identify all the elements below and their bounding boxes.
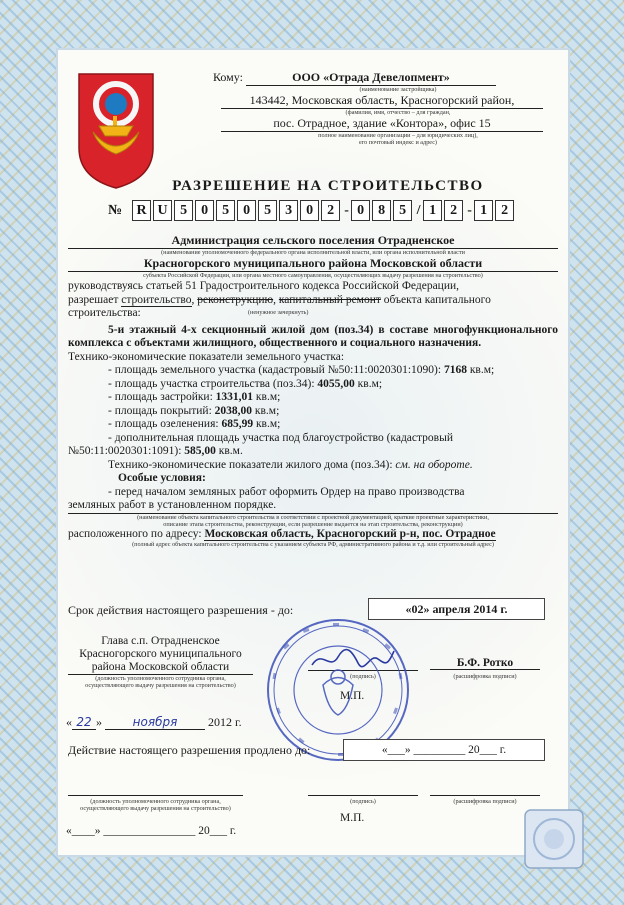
number-cell: 1 — [423, 200, 442, 221]
extra-area-value: 585,00 — [184, 445, 216, 457]
addressee-address-2: пос. Отрадное, здание «Контора», офис 15 — [221, 116, 543, 132]
extension-position-line — [68, 795, 243, 796]
special-condition-1: - перед началом земляных работ оформить Ордер на право производства — [108, 485, 465, 498]
extra-area-unit: кв.м. — [215, 445, 243, 457]
coat-of-arms-emblem — [75, 70, 157, 190]
hint-ext-signature: (подпись) — [350, 798, 376, 805]
authority-block — [68, 233, 558, 279]
number-cell: 2 — [495, 200, 514, 221]
extension-bottom-date: «____» ________________ 20___ г. — [66, 825, 237, 837]
indicator-value: 2038,00 — [214, 404, 253, 417]
indicator-value: 7168 — [443, 364, 467, 376]
land-indicator-item — [108, 391, 558, 405]
number-cell: U — [153, 200, 172, 221]
indicator-value: 685,99 — [221, 418, 254, 430]
indicator-label: - площадь застройки: — [108, 391, 216, 403]
hint-position-1: (должность уполномоченного сотрудника органа, — [95, 675, 226, 682]
hint-strike: (ненужное зачеркнуть) — [248, 309, 309, 316]
permit-body: руководствуясь статьей 51 Градостроительного кодекса Российской Федерации, разрешает строительство, реконструкцию, капитальный ремонт объекта капитального строительства: (ненужное зачеркнуть) 5-и этажный 4-х секционный жилой дом (поз.34) в составе многофункционального комплекса с объектами жилищного, общественного и социального назначения. Технико-экономические показатели земельного участка: - площадь земельного участка (кадастровый №50:11:0020301:1090): 7168 кв.м; - площадь участка строительства (поз.34): 4055,00 кв.м; - площадь застройки: 1331,01 кв.м; - площадь покрытий: 2038,00 кв.м; - площадь озеленения: 685,99 кв.м; - дополнительная площадь участка под благоустройство (кадастровый №50:11:0020301:1091): 585,00 кв.м. Технико-экономические показатели жилого дома (поз.34): см. на обороте. Особые условия: - перед началом земляных работ оформить Ордер на право производства земляных работ в установленном порядке. (наименование объекта капитального строительства в соответствии с проектной документацией, краткие проектные характеристики, описание этапа строительства, реконструкции, если разрешение выдается на этап строительства, реконструкции) расположенного по адресу: Московская область, Красногорский р-н, пос. Отрадное (полный адрес объекта капитального строительства с указанием субъекта РФ, административного района и т.д. или строительный адрес) — [68, 280, 558, 548]
signatory-position-line-1: Глава с.п. Отрадненское — [101, 635, 220, 647]
extension-month: _________ — [413, 744, 466, 756]
number-cell: 3 — [279, 200, 298, 221]
indicator-label: - площадь участка строительства (поз.34): — [108, 377, 318, 390]
document-title: РАЗРЕШЕНИЕ НА СТРОИТЕЛЬСТВО — [172, 178, 484, 194]
hint-addressee-name: (наименование застройщика) — [359, 86, 437, 93]
addressee-name: ООО «Отрада Девелопмент» — [246, 70, 496, 86]
number-cell: 0 — [195, 200, 214, 221]
indicator-value: 4055,00 — [317, 377, 355, 390]
indicator-value: 1331,01 — [215, 391, 254, 403]
number-cell: 2 — [444, 200, 463, 221]
signatory-name: Б.Ф. Ротко — [430, 657, 540, 670]
hint-addressee-fio: (фамилия, имя, отчество – для граждан, — [345, 109, 451, 116]
tep-house-ref: см. на обороте. — [395, 458, 473, 471]
extension-seal-mark: М.П. — [340, 812, 365, 824]
land-indicators-list — [68, 364, 558, 432]
tep-land-title: Технико-экономические показатели земельного участка: — [68, 350, 345, 363]
extension-name-line — [430, 795, 540, 796]
issue-year: 2012 г. — [208, 715, 242, 729]
number-cell: 0 — [351, 200, 370, 221]
extension-year: 20___ г. — [468, 744, 507, 756]
hint-authority-1: (наименование уполномоченного федерального органа исполнительной власти, или органа исполнительной власти — [161, 249, 465, 256]
extra-area-line-1: - дополнительная площадь участка под благоустройство (кадастровый — [108, 431, 453, 444]
indicator-label: - площадь покрытий: — [108, 404, 215, 417]
hint-addressee-full: полное наименование организации – для юридических лиц), — [318, 132, 478, 139]
hint-signatory-name: (расшифровка подписи) — [453, 673, 517, 680]
special-condition-2: земляных работ в установленном порядке. — [68, 499, 558, 514]
hint-signature: (подпись) — [350, 673, 376, 680]
option-reconstruction: реконструкцию — [197, 293, 274, 306]
indicator-label: - площадь земельного участка (кадастровый №50:11:0020301:1090): — [108, 364, 444, 376]
option-construction: строительство — [121, 293, 192, 306]
authority-region: Красногорского муниципального района Московской области — [68, 256, 558, 272]
issue-day: 22 — [72, 715, 96, 730]
hint-ext-position-1: (должность уполномоченного сотрудника органа, — [90, 798, 221, 805]
number-separator: - — [467, 203, 472, 218]
number-cell: 5 — [216, 200, 235, 221]
indicator-unit: кв.м; — [466, 364, 495, 376]
location-value: Московская область, Красногорский р-н, пос. Отрадное — [204, 527, 496, 540]
authority-name: Администрация сельского поселения Отрадненское — [68, 233, 558, 249]
number-cell: 1 — [474, 200, 493, 221]
hint-ext-name: (расшифровка подписи) — [453, 798, 517, 805]
option-repair: капитальный ремонт — [278, 293, 381, 306]
number-cell: 2 — [321, 200, 340, 221]
number-separator: / — [416, 203, 421, 218]
location-label: расположенного по адресу: — [68, 527, 205, 540]
permit-number — [108, 200, 516, 221]
body-line-2-pre: разрешает — [68, 293, 122, 306]
validity-label: Срок действия настоящего разрешения - до: — [68, 603, 294, 617]
hint-position-2: осуществляющего выдачу разрешения на строительство) — [85, 682, 236, 689]
addressee-address-1: 143442, Московская область, Красногорский район, — [221, 93, 543, 109]
body-line-1: руководствуясь статьей 51 Градостроительного кодекса Российской Федерации, — [68, 280, 460, 292]
indicator-unit: кв.м; — [354, 377, 383, 390]
land-indicator-item — [108, 364, 558, 378]
number-cell: 5 — [258, 200, 277, 221]
land-indicator-item — [108, 418, 558, 432]
hint-authority-2: субъекта Российской Федерации, или органа местного самоуправления, осуществляющих выдачу разрешения на строительство) — [143, 272, 483, 279]
extension-day: «___» — [381, 744, 411, 756]
document-sheet — [58, 50, 568, 855]
tep-house-label: Технико-экономические показатели жилого дома (поз.34): — [108, 458, 396, 471]
indicator-label: - площадь озеленения: — [108, 418, 222, 430]
number-cell: 8 — [372, 200, 391, 221]
extension-label: Действие настоящего разрешения продлено до: — [68, 743, 311, 757]
addressee-label: Кому: — [213, 70, 243, 84]
hint-object-2: описание этапа строительства, реконструкции, если разрешение выдается на этап строительства, реконструкции) — [163, 520, 463, 528]
number-separator: - — [344, 203, 349, 218]
number-cell: 5 — [393, 200, 412, 221]
extension-signature-line — [308, 795, 418, 796]
hint-object-1: (наименование объекта капитального строительства в соответствии с проектной документацией, краткие проектные характеристики, — [137, 513, 489, 521]
number-cells — [132, 201, 516, 218]
body-line-2-post: объекта капитального — [380, 293, 491, 306]
number-cell: R — [132, 200, 151, 221]
hint-location: (полный адрес объекта капитального строительства с указанием субъекта РФ, административного района и т.д. или строительный адрес) — [132, 541, 494, 548]
issue-date: « 22 » ноября 2012 г. — [66, 715, 242, 729]
extension-date-box — [343, 739, 545, 761]
hint-addressee-post: его почтовый индекс и адрес) — [359, 139, 437, 146]
land-indicator-item — [108, 405, 558, 419]
hint-ext-position-2: осуществляющего выдачу разрешения на строительство) — [80, 805, 231, 812]
number-prefix: № — [108, 203, 123, 218]
indicator-unit: кв.м; — [252, 404, 280, 417]
validity-date: «02» апреля 2014 г. — [368, 598, 545, 620]
signatory-position-line-3: района Московской области — [68, 661, 253, 675]
issue-month: ноября — [105, 715, 205, 730]
extra-area-pre: №50:11:0020301:1091): — [68, 445, 185, 457]
indicator-unit: кв.м; — [253, 391, 281, 403]
body-line-3: строительства: — [68, 307, 141, 319]
object-description: 5-и этажный 4-х секционный жилой дом (поз.34) в составе многофункционального комплекса с объектами жилищного, общественного и социального назначения. — [68, 323, 558, 349]
addressee-block — [213, 70, 543, 146]
number-cell: 0 — [300, 200, 319, 221]
special-conditions-title: Особые условия: — [118, 472, 206, 484]
indicator-unit: кв.м; — [253, 418, 281, 430]
land-indicator-item — [108, 378, 558, 392]
number-cell: 5 — [174, 200, 193, 221]
signatory-position-line-2: Красногорского муниципального — [79, 648, 242, 660]
signatory-position — [68, 635, 253, 689]
extra-area-line-2 — [68, 445, 558, 459]
seal-mark: М.П. — [340, 690, 365, 702]
hologram-sticker — [523, 808, 585, 870]
number-cell: 0 — [237, 200, 256, 221]
